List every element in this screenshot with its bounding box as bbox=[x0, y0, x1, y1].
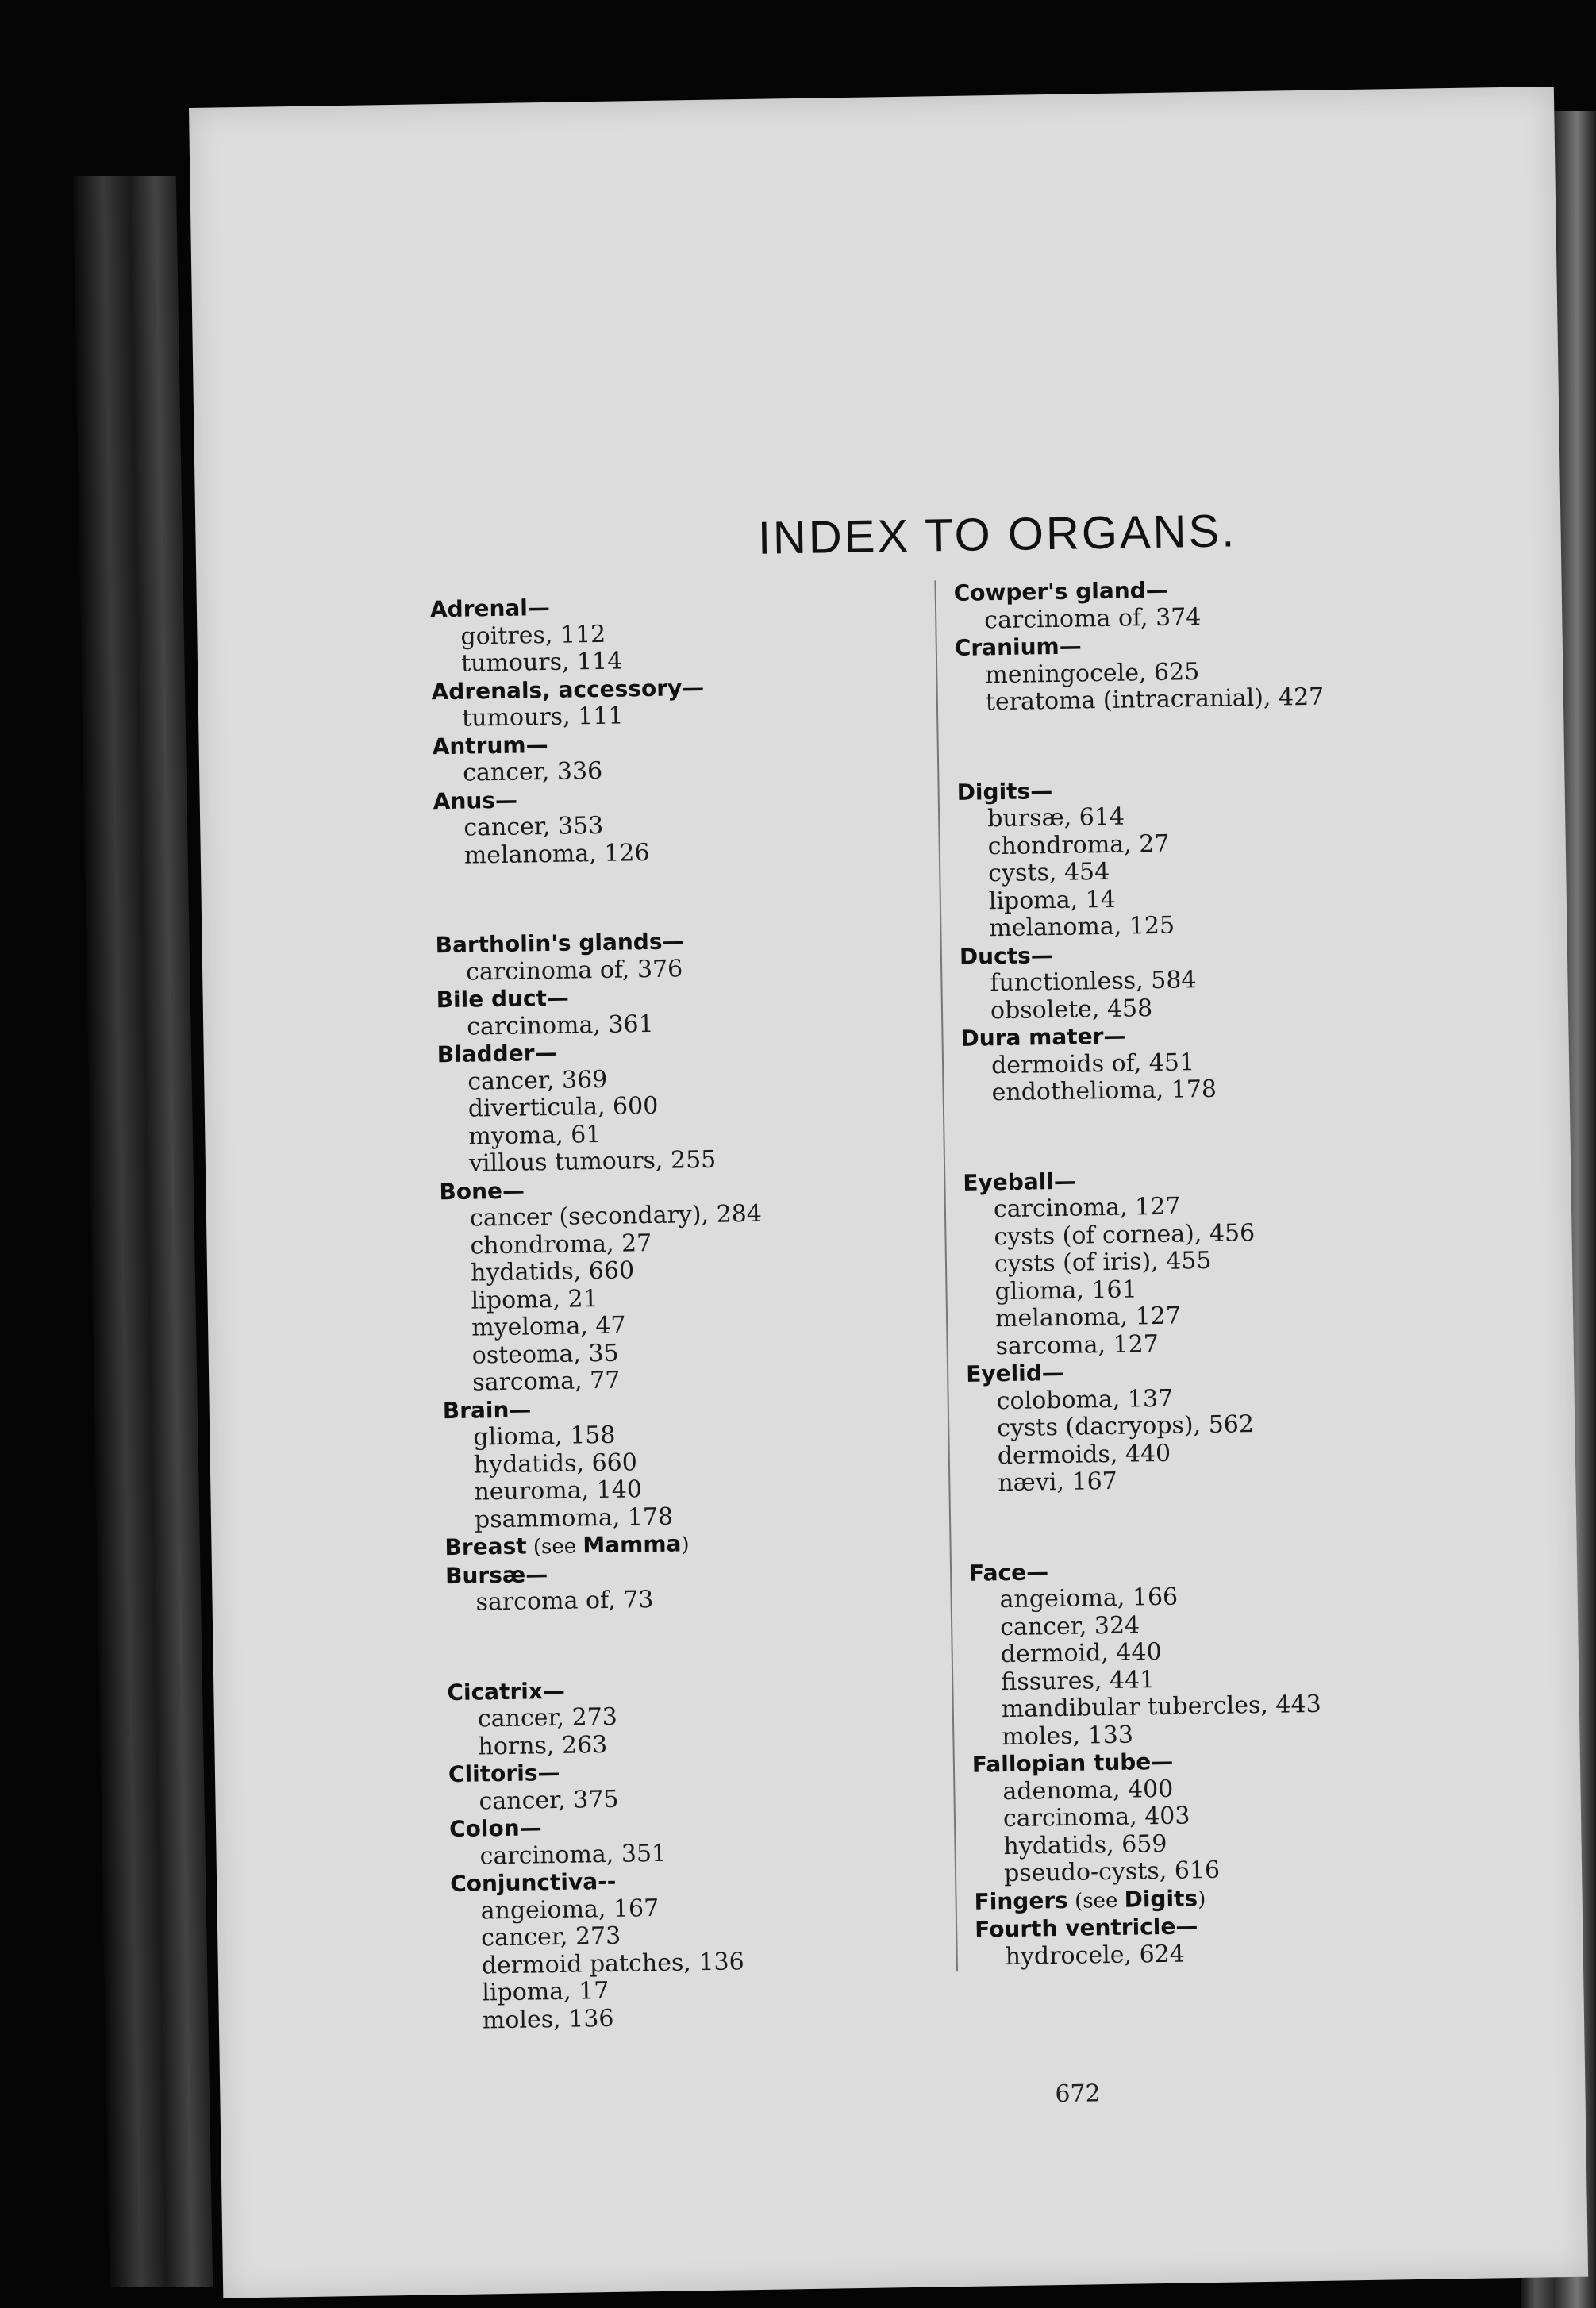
index-entry: angeioma, 166 bbox=[999, 1583, 1179, 1614]
index-entry: hydatids, 660 bbox=[473, 1448, 638, 1479]
index-group bbox=[447, 1672, 893, 1761]
index-entry: carcinoma of, 374 bbox=[983, 602, 1202, 634]
index-entry: carcinoma, 403 bbox=[1002, 1802, 1190, 1833]
index-entry: cysts, 454 bbox=[988, 857, 1110, 888]
index-entry: glioma, 158 bbox=[473, 1421, 616, 1452]
index-entry: goitres, 112 bbox=[460, 620, 606, 651]
index-entry: hydatids, 659 bbox=[1003, 1829, 1167, 1860]
section-gap bbox=[956, 710, 1401, 779]
index-heading-text: Cranium— bbox=[954, 633, 1082, 661]
index-group bbox=[439, 1171, 886, 1398]
index-entry: horns, 263 bbox=[478, 1730, 608, 1761]
index-heading-text: Eyelid— bbox=[965, 1359, 1065, 1387]
index-group bbox=[953, 573, 1398, 635]
index-heading-text: Anus— bbox=[433, 787, 518, 814]
index-entry: psammoma, 178 bbox=[474, 1502, 674, 1534]
index-entry: cancer, 336 bbox=[462, 756, 603, 787]
index-entry: fissures, 441 bbox=[1001, 1665, 1156, 1696]
index-entry: sarcoma, 77 bbox=[471, 1366, 621, 1397]
index-heading-text: Brain— bbox=[442, 1395, 532, 1424]
index-group bbox=[449, 1809, 894, 1871]
index-heading-text: Bone— bbox=[439, 1177, 525, 1205]
section-gap bbox=[962, 1101, 1407, 1170]
index-entry: diverticula, 600 bbox=[467, 1091, 659, 1123]
index-entry: adenoma, 400 bbox=[1002, 1775, 1174, 1806]
index-entry: carcinoma, 127 bbox=[993, 1192, 1181, 1224]
index-heading-text: Fourth ventricle— bbox=[974, 1913, 1198, 1943]
index-entry: dermoid, 440 bbox=[1000, 1637, 1162, 1669]
index-entry: pseudo-cysts, 616 bbox=[1003, 1856, 1221, 1888]
index-group bbox=[955, 628, 1401, 717]
index-entry: cancer, 353 bbox=[463, 811, 604, 842]
index-entry: angeioma, 167 bbox=[480, 1894, 660, 1925]
book-page bbox=[189, 87, 1588, 2298]
index-entry: dermoids of, 451 bbox=[990, 1048, 1195, 1079]
see-reference-suffix: ) bbox=[1197, 1887, 1206, 1911]
index-group bbox=[450, 1864, 897, 2035]
index-group bbox=[431, 671, 876, 733]
index-entry: tumours, 114 bbox=[460, 647, 623, 678]
index-heading-text: Dura mater— bbox=[960, 1022, 1126, 1052]
index-entry: neuroma, 140 bbox=[474, 1475, 643, 1506]
index-entry: cysts (dacryops), 562 bbox=[996, 1410, 1255, 1443]
index-group bbox=[448, 1754, 894, 1816]
index-entry: myeloma, 47 bbox=[471, 1311, 626, 1342]
index-entry: cancer, 273 bbox=[480, 1921, 621, 1952]
index-group bbox=[972, 1744, 1419, 1888]
page-title: INDEX TO ORGANS. bbox=[757, 505, 1237, 564]
index-entry: teratoma (intracranial), 427 bbox=[985, 683, 1325, 717]
index-entry: chondroma, 27 bbox=[470, 1229, 652, 1260]
see-reference-target: Digits bbox=[1124, 1884, 1198, 1913]
index-heading-text: Digits— bbox=[956, 777, 1053, 806]
index-heading-text: Fingers bbox=[974, 1887, 1069, 1915]
see-reference-suffix: ) bbox=[681, 1533, 690, 1557]
index-entry: cancer, 369 bbox=[467, 1065, 608, 1096]
index-heading-text: Cowper's gland— bbox=[953, 576, 1168, 606]
index-group bbox=[443, 1391, 890, 1534]
index-entry: hydrocele, 624 bbox=[1005, 1940, 1186, 1971]
index-heading-text: Bile duct— bbox=[436, 984, 570, 1014]
index-column-right bbox=[934, 573, 1419, 1971]
index-group bbox=[436, 979, 881, 1041]
index-heading-text: Breast bbox=[444, 1533, 527, 1561]
index-entry: cancer, 375 bbox=[479, 1785, 619, 1816]
index-entry: carcinoma, 351 bbox=[479, 1839, 667, 1871]
index-entry: osteoma, 35 bbox=[471, 1339, 619, 1370]
index-entry: sarcoma of, 73 bbox=[475, 1586, 654, 1617]
index-entry: dermoids, 440 bbox=[997, 1439, 1171, 1470]
index-entry: moles, 136 bbox=[482, 2004, 614, 2034]
index-group bbox=[966, 1354, 1413, 1498]
index-group bbox=[430, 590, 876, 679]
index-heading-text: Colon— bbox=[448, 1814, 542, 1843]
index-entry: cancer (secondary), 284 bbox=[469, 1199, 763, 1233]
index-group bbox=[956, 772, 1403, 944]
index-heading-text: Cicatrix— bbox=[447, 1677, 566, 1706]
index-heading-text: Antrum— bbox=[432, 731, 548, 760]
index-entry: hydatids, 660 bbox=[470, 1256, 635, 1287]
index-entry: tumours, 111 bbox=[461, 702, 624, 733]
section-gap bbox=[446, 1610, 891, 1679]
index-entry: melanoma, 125 bbox=[989, 911, 1175, 943]
index-entry: glioma, 161 bbox=[994, 1275, 1137, 1306]
index-heading-text: Conjunctiva-- bbox=[449, 1868, 617, 1898]
see-reference-target: Mamma bbox=[583, 1530, 682, 1559]
index-entry: carcinoma of, 376 bbox=[465, 954, 683, 987]
index-entry: obsolete, 458 bbox=[990, 994, 1153, 1025]
index-entry: sarcoma, 127 bbox=[995, 1329, 1160, 1360]
index-group bbox=[433, 781, 879, 870]
index-entry: moles, 133 bbox=[1002, 1721, 1134, 1751]
index-entry: nævi, 167 bbox=[998, 1467, 1118, 1498]
index-column-left bbox=[430, 590, 897, 2036]
index-group bbox=[975, 1910, 1420, 1971]
index-group bbox=[960, 937, 1406, 1025]
index-entry: endothelioma, 178 bbox=[991, 1075, 1217, 1107]
see-reference-prefix: (see bbox=[526, 1534, 583, 1560]
see-reference-prefix: (see bbox=[1067, 1888, 1125, 1914]
index-entry: bursæ, 614 bbox=[986, 802, 1125, 833]
index-heading-text: Adrenals, accessory— bbox=[431, 674, 705, 705]
section-gap bbox=[968, 1491, 1413, 1560]
index-entry: lipoma, 21 bbox=[471, 1284, 598, 1315]
index-entry: melanoma, 126 bbox=[463, 838, 650, 870]
index-entry: melanoma, 127 bbox=[994, 1302, 1182, 1333]
index-group bbox=[445, 1556, 890, 1618]
index-entry: cancer, 324 bbox=[999, 1610, 1140, 1641]
index-entry: carcinoma, 361 bbox=[466, 1010, 654, 1041]
index-heading-text: Bartholin's glands— bbox=[435, 928, 685, 959]
index-heading-text: Bursæ— bbox=[444, 1560, 548, 1589]
index-entry: cysts (of iris), 455 bbox=[994, 1246, 1212, 1279]
index-group bbox=[960, 1018, 1406, 1107]
index-entry: chondroma, 27 bbox=[987, 829, 1170, 860]
index-group bbox=[435, 925, 880, 987]
index-group bbox=[432, 726, 877, 788]
index-entry: cancer, 273 bbox=[477, 1702, 618, 1733]
index-entry: cysts (of cornea), 456 bbox=[994, 1218, 1256, 1251]
index-entry: mandibular tubercles, 443 bbox=[1001, 1690, 1321, 1724]
index-entry: meningocele, 625 bbox=[985, 657, 1200, 689]
index-entry: functionless, 584 bbox=[990, 966, 1197, 998]
index-heading-text: Face— bbox=[968, 1558, 1049, 1587]
index-entry: coloboma, 137 bbox=[996, 1384, 1174, 1415]
index-entry: myoma, 61 bbox=[468, 1120, 602, 1151]
index-heading-text: Fallopian tube— bbox=[971, 1748, 1174, 1778]
index-heading-text: Clitoris— bbox=[448, 1759, 560, 1788]
index-entry: dermoid patches, 136 bbox=[481, 1947, 744, 1979]
index-entry: lipoma, 14 bbox=[988, 885, 1117, 915]
section-gap bbox=[434, 863, 879, 932]
page-number: 672 bbox=[1055, 2079, 1101, 2109]
index-heading-text: Ducts— bbox=[959, 941, 1053, 970]
index-heading-text: Adrenal— bbox=[429, 594, 551, 623]
index-heading-text: Eyeball— bbox=[963, 1167, 1077, 1196]
index-group bbox=[437, 1034, 884, 1178]
index-entry: villous tumours, 255 bbox=[468, 1145, 717, 1178]
index-group bbox=[969, 1552, 1417, 1751]
index-group bbox=[963, 1163, 1410, 1361]
index-entry: lipoma, 17 bbox=[482, 1976, 610, 2007]
index-heading-text: Bladder— bbox=[436, 1039, 557, 1068]
book-spine-shadow bbox=[73, 176, 213, 2287]
